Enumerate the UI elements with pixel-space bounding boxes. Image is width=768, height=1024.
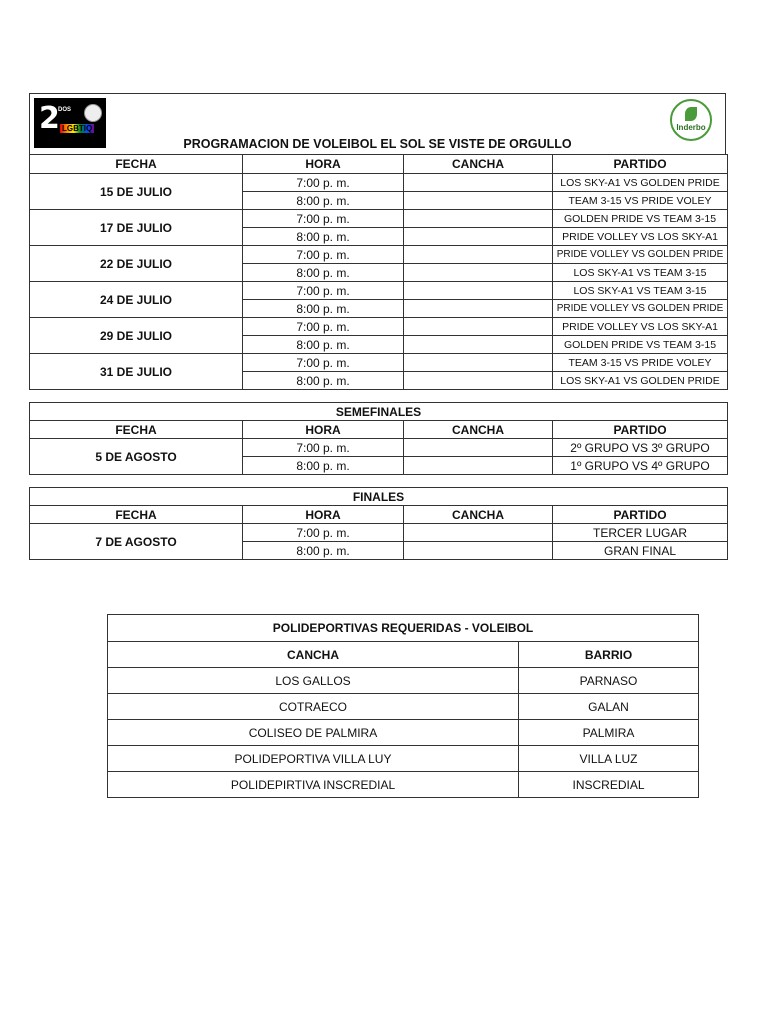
logo-number: 2: [39, 101, 60, 136]
barrio-cell: PALMIRA: [519, 720, 699, 746]
match-cell: LOS SKY-A1 VS GOLDEN PRIDE: [553, 372, 728, 390]
col-cancha: CANCHA: [108, 642, 519, 668]
time-cell: 7:00 p. m.: [243, 174, 404, 192]
barrio-cell: GALAN: [519, 694, 699, 720]
col-fecha: FECHA: [30, 506, 243, 524]
cancha-cell: [404, 246, 553, 264]
time-cell: 8:00 p. m.: [243, 457, 404, 475]
cancha-cell: [404, 210, 553, 228]
barrio-cell: PARNASO: [519, 668, 699, 694]
date-cell: 5 DE AGOSTO: [30, 439, 243, 475]
col-barrio: BARRIO: [519, 642, 699, 668]
table-row: [30, 354, 728, 372]
inderbo-logo-text: Inderbo: [676, 123, 706, 132]
cancha-cell: [404, 439, 553, 457]
match-cell: LOS SKY-A1 VS TEAM 3-15: [553, 264, 728, 282]
col-cancha: CANCHA: [404, 506, 553, 524]
finals-table: [29, 487, 728, 560]
time-cell: 7:00 p. m.: [243, 210, 404, 228]
col-hora: HORA: [243, 506, 404, 524]
cancha-cell: [404, 174, 553, 192]
section-title-row: [30, 488, 728, 506]
cancha-cell: [404, 354, 553, 372]
time-cell: 8:00 p. m.: [243, 300, 404, 318]
table-row: [30, 210, 728, 228]
venue-cell: POLIDEPIRTIVA INSCREDIAL: [108, 772, 519, 798]
semifinals-title: SEMEFINALES: [30, 403, 728, 421]
finals-title: FINALES: [30, 488, 728, 506]
time-cell: 7:00 p. m.: [243, 354, 404, 372]
semifinals-table: [29, 402, 728, 475]
table-row: [30, 282, 728, 300]
cancha-cell: [404, 282, 553, 300]
cancha-cell: [404, 336, 553, 354]
table-row: [30, 318, 728, 336]
col-partido: PARTIDO: [553, 506, 728, 524]
cancha-cell: [404, 300, 553, 318]
date-cell: 7 DE AGOSTO: [30, 524, 243, 560]
table-row: [30, 174, 728, 192]
time-cell: 7:00 p. m.: [243, 282, 404, 300]
match-cell: PRIDE VOLLEY VS LOS SKY-A1: [553, 228, 728, 246]
table-row: [108, 720, 699, 746]
venues-table: [107, 614, 699, 798]
date-cell: 17 DE JULIO: [30, 210, 243, 246]
match-cell: TEAM 3-15 VS PRIDE VOLEY: [553, 354, 728, 372]
time-cell: 8:00 p. m.: [243, 228, 404, 246]
section-title-row: [108, 615, 699, 642]
schedule-header: [29, 93, 726, 154]
col-partido: PARTIDO: [553, 155, 728, 174]
venue-cell: COTRAECO: [108, 694, 519, 720]
match-cell: TEAM 3-15 VS PRIDE VOLEY: [553, 192, 728, 210]
match-cell: PRIDE VOLLEY VS LOS SKY-A1: [553, 318, 728, 336]
table-row: [30, 524, 728, 542]
date-cell: 29 DE JULIO: [30, 318, 243, 354]
match-cell: 1º GRUPO VS 4º GRUPO: [553, 457, 728, 475]
table-row: [108, 668, 699, 694]
match-cell: LOS SKY-A1 VS GOLDEN PRIDE: [553, 174, 728, 192]
match-cell: LOS SKY-A1 VS TEAM 3-15: [553, 282, 728, 300]
venue-cell: POLIDEPORTIVA VILLA LUY: [108, 746, 519, 772]
col-fecha: FECHA: [30, 155, 243, 174]
barrio-cell: VILLA LUZ: [519, 746, 699, 772]
table-header-row: [108, 642, 699, 668]
time-cell: 8:00 p. m.: [243, 192, 404, 210]
date-cell: 24 DE JULIO: [30, 282, 243, 318]
inderbo-logo: [670, 99, 712, 141]
venues-title: POLIDEPORTIVAS REQUERIDAS - VOLEIBOL: [108, 615, 699, 642]
match-cell: GRAN FINAL: [553, 542, 728, 560]
logo-small-text: DOS: [58, 107, 72, 113]
time-cell: 7:00 p. m.: [243, 524, 404, 542]
date-cell: 31 DE JULIO: [30, 354, 243, 390]
leaf-icon: [685, 107, 697, 121]
table-header-row: [30, 155, 728, 174]
table-row: [30, 439, 728, 457]
match-cell: PRIDE VOLLEY VS GOLDEN PRIDE: [553, 246, 728, 264]
barrio-cell: INSCREDIAL: [519, 772, 699, 798]
time-cell: 7:00 p. m.: [243, 318, 404, 336]
table-header-row: [30, 421, 728, 439]
match-cell: GOLDEN PRIDE VS TEAM 3-15: [553, 336, 728, 354]
col-hora: HORA: [243, 155, 404, 174]
col-cancha: CANCHA: [404, 421, 553, 439]
cancha-cell: [404, 318, 553, 336]
section-title-row: [30, 403, 728, 421]
match-cell: 2º GRUPO VS 3º GRUPO: [553, 439, 728, 457]
match-cell: GOLDEN PRIDE VS TEAM 3-15: [553, 210, 728, 228]
cancha-cell: [404, 524, 553, 542]
match-cell: TERCER LUGAR: [553, 524, 728, 542]
table-row: [108, 746, 699, 772]
schedule-table: [29, 154, 728, 390]
date-cell: 22 DE JULIO: [30, 246, 243, 282]
logo-band-text: LGBTIQ: [62, 124, 93, 133]
venue-cell: LOS GALLOS: [108, 668, 519, 694]
table-row: [108, 694, 699, 720]
col-hora: HORA: [243, 421, 404, 439]
cancha-cell: [404, 542, 553, 560]
col-fecha: FECHA: [30, 421, 243, 439]
cancha-cell: [404, 264, 553, 282]
volleyball-icon: [84, 104, 102, 122]
time-cell: 8:00 p. m.: [243, 336, 404, 354]
time-cell: 7:00 p. m.: [243, 246, 404, 264]
match-cell: PRIDE VOLLEY VS GOLDEN PRIDE: [553, 300, 728, 318]
col-partido: PARTIDO: [553, 421, 728, 439]
date-cell: 15 DE JULIO: [30, 174, 243, 210]
venue-cell: COLISEO DE PALMIRA: [108, 720, 519, 746]
time-cell: 7:00 p. m.: [243, 439, 404, 457]
cancha-cell: [404, 192, 553, 210]
table-header-row: [30, 506, 728, 524]
page-title: PROGRAMACION DE VOLEIBOL EL SOL SE VISTE DE ORGULLO: [183, 137, 572, 151]
cancha-cell: [404, 457, 553, 475]
cancha-cell: [404, 228, 553, 246]
table-row: [108, 772, 699, 798]
time-cell: 8:00 p. m.: [243, 264, 404, 282]
time-cell: 8:00 p. m.: [243, 372, 404, 390]
col-cancha: CANCHA: [404, 155, 553, 174]
table-row: [30, 246, 728, 264]
cancha-cell: [404, 372, 553, 390]
time-cell: 8:00 p. m.: [243, 542, 404, 560]
